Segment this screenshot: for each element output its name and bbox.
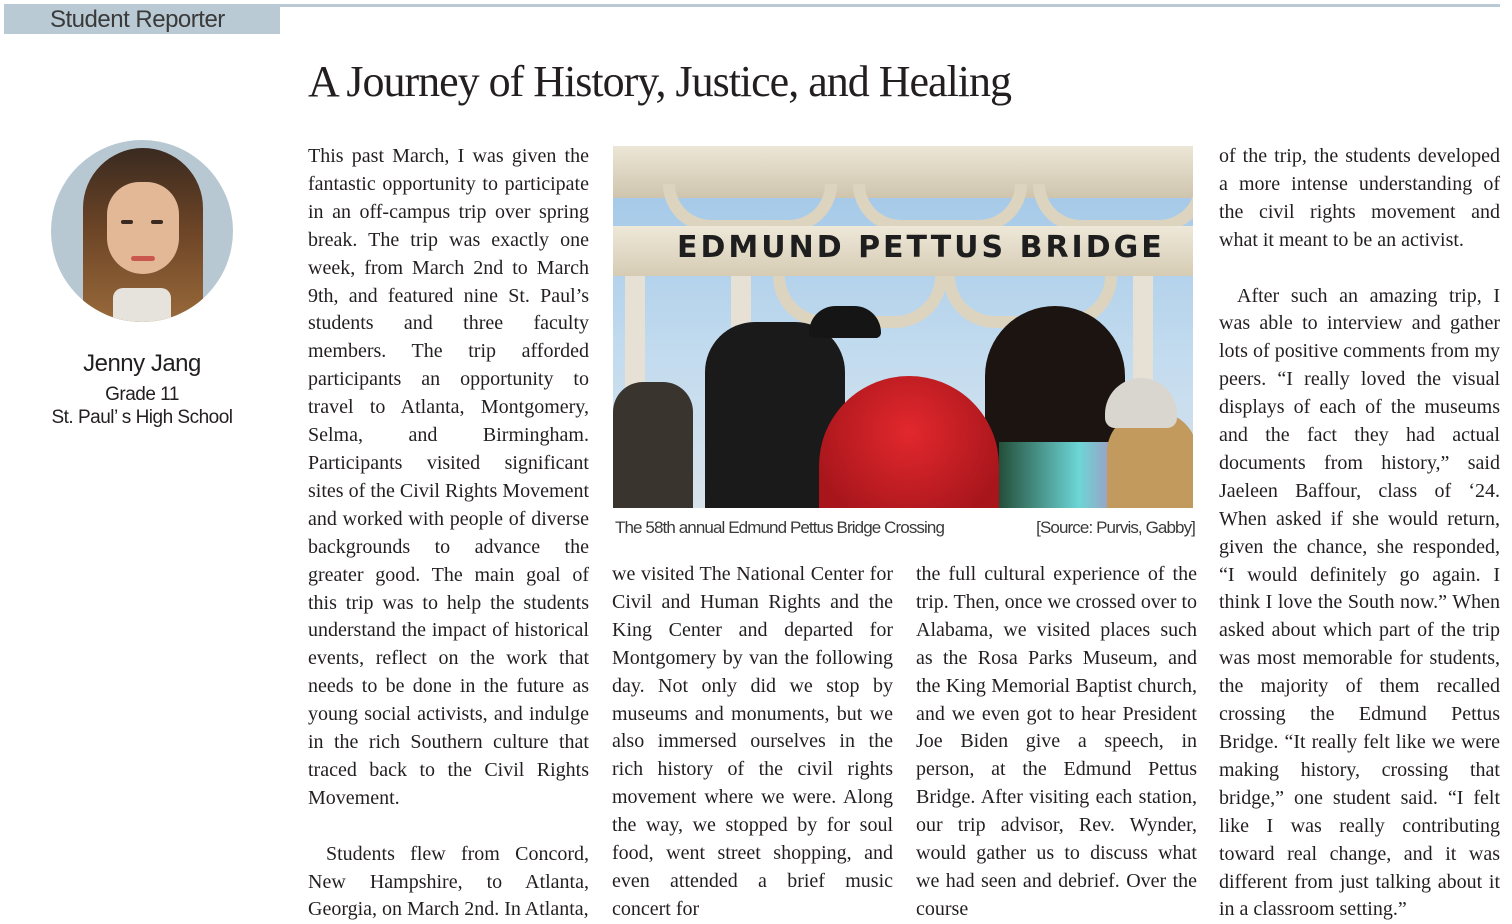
author-grade: Grade 11	[105, 384, 179, 405]
author-avatar	[51, 140, 233, 322]
article-column-3	[916, 561, 1197, 924]
article-column-4	[1219, 143, 1500, 924]
red-hair-person	[819, 376, 999, 508]
bridge-arch	[663, 184, 837, 232]
author-school: St. Paul’ s High School	[51, 407, 233, 428]
cap	[809, 306, 881, 338]
paragraph: of the trip, the students developed a more intense understanding of the civil rights movement and what it meant to be an activist.	[1219, 145, 1500, 251]
article-column-1	[308, 143, 589, 924]
section-label: Student Reporter	[50, 6, 225, 33]
avatar-mouth	[131, 256, 155, 261]
crowd-person	[613, 382, 693, 508]
paragraph: the full cultural experience of the trip. Then, once we crossed over to Alabama, we visited places such as the Rosa Parks Museum, and the King Memorial Baptist church, and we even got to hear President Joe Biden give a speech, in person, at the Edmund Pettus Bridge. After visiting each station, our trip advisor, Rev. Wynder, would gather us to discuss what we had seen and debrief. Over the course	[916, 563, 1197, 920]
photo-caption	[615, 518, 1195, 538]
author-card	[40, 140, 244, 429]
section-tab	[4, 4, 280, 34]
bridge-arch	[1033, 184, 1193, 232]
bridge-arch	[853, 184, 1027, 232]
avatar-sweater	[113, 288, 171, 322]
paragraph: Students flew from Concord, New Hampshire, to Atlanta, Georgia, on March 2nd. In Atlanta,	[308, 842, 589, 921]
avatar-eye	[151, 220, 163, 224]
article-photo	[613, 146, 1193, 508]
paragraph: we visited The National Center for Civil and Human Rights and the King Center and departed for Montgomery by van the following day. Not only did we stop by museums and monuments, but we also immersed ourselves in the rich history of the civil rights movement where we were. Along the way, we stopped by for soul food, went street shopping, and even attended a brief music concert for	[612, 563, 893, 920]
photo-source: [Source: Purvis, Gabby]	[1036, 518, 1195, 537]
avatar-eye	[121, 220, 133, 224]
article-column-2	[612, 561, 893, 924]
caption-text: The 58th annual Edmund Pettus Bridge Crossing	[615, 518, 945, 537]
paragraph: This past March, I was given the fantastic opportunity to participate in an off-campus trip over spring break. The trip was exactly one week, from March 2nd to March 9th, and featured nine St. Paul’s students and three faculty members. The trip afforded participants an opportunity to travel to Atlanta, Montgomery, Selma, and Birmingham. Participants visited significant sites of the Civil Rights Movement and worked with people of diverse backgrounds to advance the greater good. The main goal of this trip was to help the students understand the impact of historical events, reflect on the work that needs to be done in the future as young social activists, and indulge in the rich Southern culture that traced back to the Civil Rights Movement.	[308, 145, 589, 809]
article-headline: A Journey of History, Justice, and Healing	[308, 57, 1012, 106]
bridge-sign-text: EDMUND PETTUS BRIDGE	[677, 230, 1165, 265]
paragraph: After such an amazing trip, I was able to interview and gather lots of positive comments from my peers. “I really loved the visual displays of each of the museums and the fact they had actual documents from history,” said Jaeleen Baffour, class of ‘24. When asked if she would return, given the chance, she responded, “I would definitely go again. I think I love the South now.” When asked about which part of the trip was most memorable for students, the majority of them recalled crossing the Edmund Pettus Bridge. “It really felt like we were making history, crossing that bridge,” one student said. “I felt like I was really contributing toward real change, and it was different from just talking about it in a classroom setting.”	[1219, 284, 1500, 921]
author-name: Jenny Jang	[83, 350, 201, 377]
